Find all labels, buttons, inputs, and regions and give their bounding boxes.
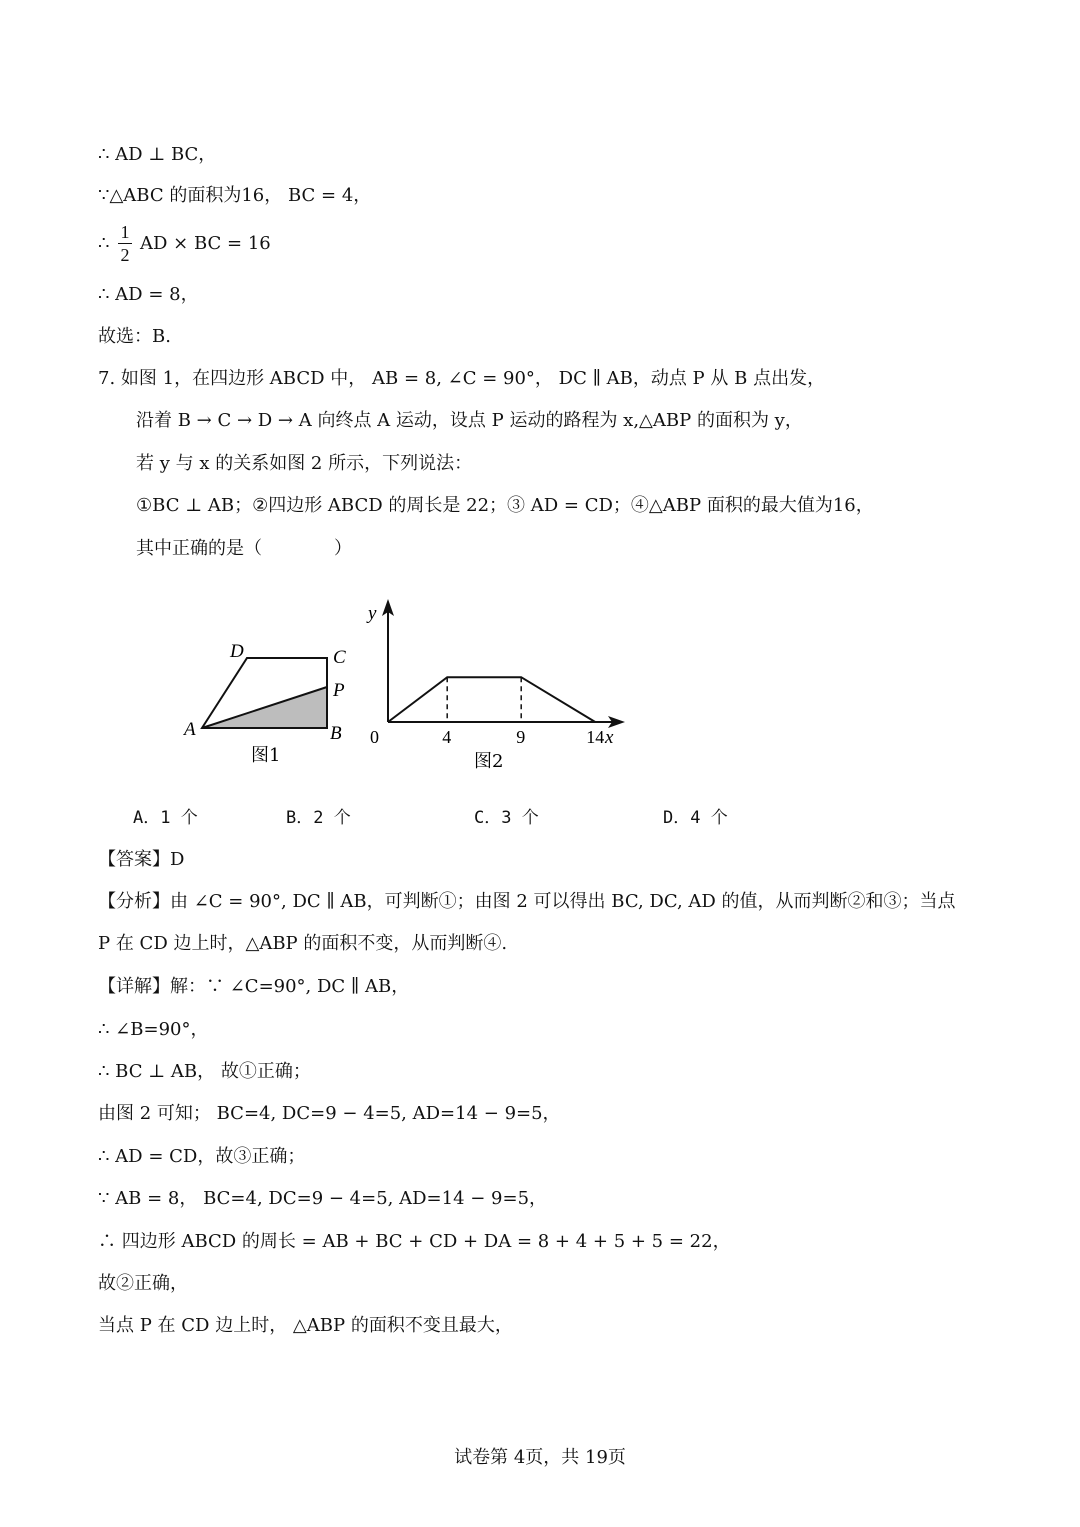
line-3: AD × BC = 16 [140,233,271,254]
fraction-one-half [118,222,132,265]
solution-line-7: ∴ 四边形 ABCD 的周长 = AB + BC + CD + DA = 8 + 4 + 5 + 5 = 22， [98,1231,731,1252]
fraction-numerator: 1 [120,222,130,242]
solution-line-6: ∵ AB = 8， BC=4, DC=9 − 4=5, AD=14 − 9=5， [98,1188,548,1209]
question-7-line-3: 若 y 与 x 的关系如图 2 所示，下列说法： [136,453,473,474]
option-b: B．2 个 [286,808,351,828]
solution-line-8: 故②正确， [98,1273,188,1294]
solution-line-9: 当点 P 在 CD 边上时， △ABP 的面积不变且最大， [98,1315,513,1336]
x-tick-label-4: 4 [442,727,452,747]
line-5: 故选：B. [98,326,171,347]
graph-line [388,677,595,722]
label-P: P [333,680,345,701]
x-axis-label: x [605,727,614,748]
question-7-statements: ①BC ⊥ AB；②四边形 ABCD 的周长是 22；③ AD = CD；④△ABP 面积的最大值为16， [136,495,874,516]
x-tick-label-14: 14 [586,727,605,747]
line-1: ∴ AD ⊥ BC， [98,144,217,165]
fraction-prefix: ∴ [98,233,110,254]
page-footer: 试卷第 4页，共 19页 [454,1447,626,1468]
question-7-line-2: 沿着 B → C → D → A 向终点 A 运动，设点 P 运动的路程为 x,△ABP 的面积为 y， [136,410,803,431]
label-D: D [230,641,244,662]
solution-line-5: ∴ AD = CD，故③正确； [98,1146,306,1167]
analysis-line-2: P 在 CD 边上时，△ABP 的面积不变，从而判断④. [98,933,508,954]
analysis-line-1: 【分析】由 ∠C = 90°, DC ∥ AB，可判断①；由图 2 可以得出 BC, DC, AD 的值，从而判断②和③；当点 [98,891,956,912]
question-7-prompt: 其中正确的是（ ） [136,538,352,559]
y-axis-label: y [368,603,377,624]
answer-line: 【答案】D [98,849,185,870]
label-A: A [184,719,196,740]
question-7-line-1: 7. 如图 1，在四边形 ABCD 中， AB = 8, ∠C = 90°， DC ∥ AB，动点 P 从 B 点出发， [98,368,826,389]
line-4: ∴ AD = 8， [98,284,199,305]
figure-1-quadrilateral [175,635,365,770]
option-a: A．1 个 [133,808,198,828]
figure-1-caption: 图1 [251,745,281,766]
figure-2-caption: 图2 [474,751,504,772]
solution-line-3: ∴ BC ⊥ AB， 故①正确； [98,1061,311,1082]
option-d: D．4 个 [663,808,728,828]
solution-line-4: 由图 2 可知； BC=4, DC=9 − 4=5, AD=14 − 9=5， [98,1103,561,1124]
fraction-bar [118,243,132,244]
x-tick-label-9: 9 [516,727,526,747]
figure-2-graph [360,595,640,775]
solution-line-2: ∴ ∠B=90°， [98,1019,209,1040]
line-2: ∵△ABC 的面积为16， BC = 4， [98,185,372,206]
option-c: C．3 个 [474,808,539,828]
fraction-denominator: 2 [120,245,130,265]
label-B: B [330,723,342,744]
label-C: C [333,647,346,668]
x-tick-label-0: 0 [370,727,379,747]
solution-line-1: 【详解】解：∵ ∠C=90°, DC ∥ AB， [98,976,410,997]
